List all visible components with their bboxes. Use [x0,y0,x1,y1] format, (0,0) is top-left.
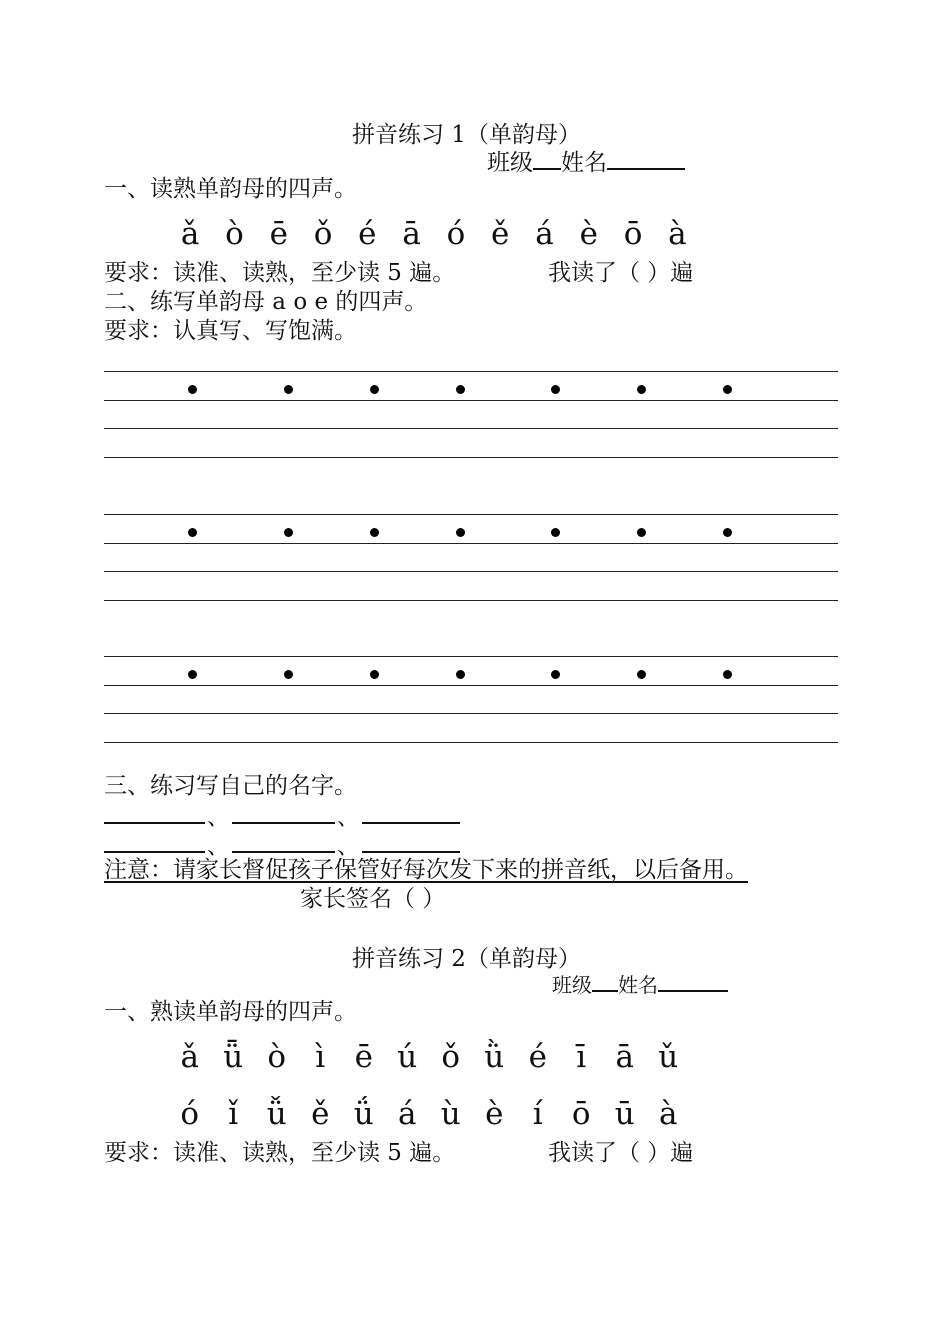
grid-dot [188,528,197,537]
pinyin-syllable: ǒ [441,1039,461,1075]
pinyin-syllable: é [528,1039,547,1075]
name-line[interactable] [362,822,460,824]
name-label: 姓名 [561,150,607,176]
grid-dot [723,528,732,537]
pinyin-syllable: á [535,216,554,252]
grid-dot [456,385,465,394]
grid-dot [723,670,732,679]
grid-dot [284,528,293,537]
grid-line [104,571,838,572]
pinyin-syllable: ā [615,1039,634,1075]
pinyin-syllable: ǜ [484,1039,505,1075]
name-line[interactable] [232,851,335,853]
pinyin-syllable: í [532,1096,543,1132]
pinyin-syllable: á [398,1096,417,1132]
pinyin-syllable: ù [440,1096,461,1132]
pinyin-syllable: ǚ [266,1096,287,1132]
grid-line [104,514,838,515]
name-blank[interactable] [658,971,728,992]
grid-dot [637,385,646,394]
sheet1-read-count: 我读了（ ）遍 [548,260,694,286]
grid-line [104,600,838,601]
sheet1-pinyin-row [168,216,700,252]
pinyin-syllable: ǐ [228,1096,239,1132]
sheet1-notice: 注意：请家长督促孩子保管好每次发下来的拼音纸，以后备用。 [104,857,748,883]
class-label: 班级 [552,973,592,997]
name-separator: 、 [337,806,360,831]
sheet1-parent-sign: 家长签名（ ） [300,886,446,912]
sheet1-requirement2: 要求：认真写、写饱满。 [104,318,357,344]
grid-dot [723,385,732,394]
sheet1-section1-heading: 一、读熟单韵母的四声。 [104,176,357,202]
pinyin-syllable: ē [354,1039,373,1075]
pinyin-syllable: ó [446,216,466,252]
grid-line [104,742,838,743]
name-label: 姓名 [618,973,658,997]
grid-line [104,400,838,401]
pinyin-syllable: ò [225,216,244,252]
sheet2-pinyin-row-2 [168,1096,690,1132]
sheet1-section3-heading: 三、练习写自己的名字。 [104,773,357,799]
grid-line [104,428,838,429]
name-separator: 、 [207,835,230,860]
grid-dot [370,670,379,679]
pinyin-syllable: è [485,1096,504,1132]
grid-dot [284,385,293,394]
pinyin-syllable: ū [614,1096,635,1132]
sheet2-title: 拼音练习 2（单韵母） [352,946,581,972]
class-label: 班级 [487,150,533,176]
pinyin-syllable: ē [269,216,288,252]
sheet1-class-name-row [487,146,685,177]
pinyin-syllable: ǒ [313,216,333,252]
grid-dot [551,528,560,537]
name-line[interactable] [104,851,205,853]
name-line[interactable] [232,822,335,824]
pinyin-syllable: à [659,1096,678,1132]
pinyin-syllable: ǖ [223,1039,244,1075]
sheet1-section2-heading: 二、练写单韵母 a o e 的四声。 [104,289,428,315]
grid-dot [637,528,646,537]
pinyin-syllable: ǘ [353,1096,374,1132]
grid-line [104,656,838,657]
grid-dot [370,385,379,394]
pinyin-syllable: ó [180,1096,200,1132]
sheet2-class-name-row [552,971,728,998]
sheet1-title: 拼音练习 1（单韵母） [352,122,581,148]
sheet2-read-count: 我读了（ ）遍 [548,1140,694,1166]
grid-dot [188,385,197,394]
pinyin-syllable: ò [267,1039,287,1075]
pinyin-syllable: é [358,216,377,252]
sheet2-section1-heading: 一、熟读单韵母的四声。 [104,999,357,1025]
grid-line [104,457,838,458]
grid-dot [637,670,646,679]
pinyin-syllable: ō [571,1096,591,1132]
grid-line [104,685,838,686]
sheet2-pinyin-row-1 [168,1039,690,1075]
grid-dot [188,670,197,679]
pinyin-syllable: ě [491,216,510,252]
name-separator: 、 [207,806,230,831]
sheet2-requirement1: 要求：读准、读熟，至少读 5 遍。 [104,1140,456,1166]
pinyin-syllable: ī [576,1039,587,1075]
pinyin-syllable: ě [311,1096,330,1132]
class-blank[interactable] [592,971,618,992]
name-line[interactable] [362,851,460,853]
grid-dot [284,670,293,679]
pinyin-syllable: è [579,216,598,252]
name-blank[interactable] [607,146,685,170]
pinyin-syllable: ā [402,216,421,252]
grid-line [104,371,838,372]
pinyin-syllable: ǔ [658,1039,679,1075]
sheet1-requirement1: 要求：读准、读熟，至少读 5 遍。 [104,260,456,286]
grid-dot [551,385,560,394]
grid-dot [456,528,465,537]
grid-line [104,543,838,544]
class-blank[interactable] [533,146,561,170]
pinyin-syllable: ǎ [180,216,200,252]
name-line[interactable] [104,822,205,824]
name-separator: 、 [337,835,360,860]
pinyin-syllable: ì [315,1039,326,1075]
grid-line [104,713,838,714]
pinyin-syllable: ǎ [180,1039,199,1075]
pinyin-syllable: ú [397,1039,418,1075]
grid-dot [370,528,379,537]
grid-dot [456,670,465,679]
pinyin-syllable: à [668,216,687,252]
grid-dot [551,670,560,679]
pinyin-syllable: ō [623,216,643,252]
